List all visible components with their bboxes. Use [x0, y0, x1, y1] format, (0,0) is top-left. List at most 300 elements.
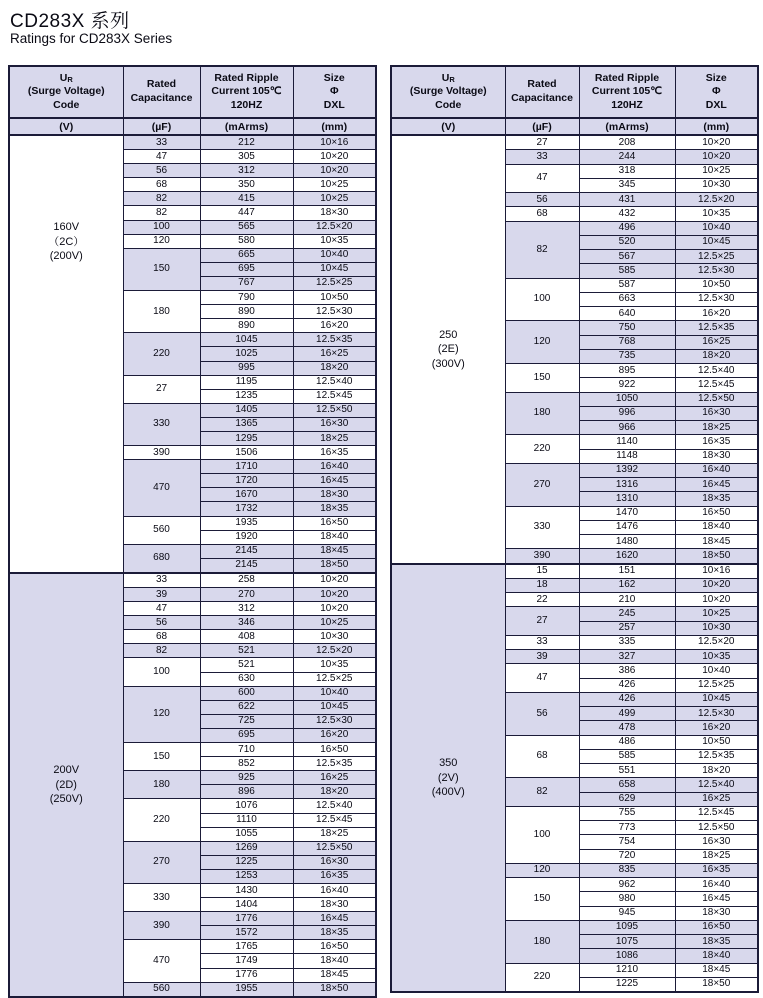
size-cell: 18×25	[293, 827, 376, 841]
ripple-current-cell: 318	[579, 164, 675, 178]
size-cell: 16×35	[675, 863, 758, 877]
voltage-code-cell: 350 (2V) (400V)	[391, 564, 505, 993]
ripple-current-cell: 790	[200, 291, 293, 305]
ripple-current-cell: 767	[200, 276, 293, 290]
ripple-current-cell: 962	[579, 878, 675, 892]
size-cell: 16×30	[675, 406, 758, 420]
ripple-current-cell: 245	[579, 607, 675, 621]
size-cell: 16×25	[293, 347, 376, 361]
capacitance-cell: 82	[123, 644, 200, 658]
size-cell: 12.5×45	[675, 806, 758, 820]
ripple-current-cell: 210	[579, 593, 675, 607]
ripple-current-cell: 695	[200, 728, 293, 742]
ripple-current-cell: 1506	[200, 446, 293, 460]
size-cell: 18×35	[675, 935, 758, 949]
header-rated-capacitance: Rated Capacitance	[505, 66, 579, 118]
ripple-current-cell: 1269	[200, 841, 293, 855]
capacitance-cell: 33	[123, 135, 200, 150]
ripple-current-cell: 1225	[579, 977, 675, 992]
unit-capacitance: (µF)	[505, 118, 579, 135]
unit-voltage: (V)	[9, 118, 123, 135]
size-cell: 16×50	[293, 516, 376, 530]
ripple-current-cell: 2145	[200, 544, 293, 558]
size-cell: 16×25	[293, 771, 376, 785]
ripple-current-cell: 720	[579, 849, 675, 863]
ripple-current-cell: 1075	[579, 935, 675, 949]
ripple-current-cell: 580	[200, 234, 293, 248]
ratings-table-right	[390, 65, 759, 993]
ripple-current-cell: 345	[579, 178, 675, 192]
capacitance-cell: 82	[123, 192, 200, 206]
ripple-current-cell: 750	[579, 321, 675, 335]
capacitance-cell: 33	[505, 635, 579, 649]
capacitance-cell: 180	[505, 392, 579, 435]
ripple-current-cell: 600	[200, 686, 293, 700]
capacitance-cell: 47	[505, 164, 579, 193]
size-cell: 16×20	[293, 728, 376, 742]
size-cell: 16×40	[293, 460, 376, 474]
size-cell: 12.5×50	[293, 841, 376, 855]
ripple-current-cell: 980	[579, 892, 675, 906]
size-cell: 18×20	[293, 785, 376, 799]
size-cell: 10×40	[675, 221, 758, 235]
size-cell: 16×20	[675, 307, 758, 321]
ripple-current-cell: 270	[200, 588, 293, 602]
size-cell: 12.5×40	[675, 364, 758, 378]
ripple-current-cell: 1076	[200, 799, 293, 813]
capacitance-cell: 680	[123, 544, 200, 573]
size-cell: 10×25	[293, 616, 376, 630]
ripple-current-cell: 665	[200, 248, 293, 262]
ripple-current-cell: 1148	[579, 449, 675, 463]
size-cell: 10×45	[675, 235, 758, 249]
capacitance-cell: 68	[505, 207, 579, 221]
ripple-current-cell: 478	[579, 721, 675, 735]
ripple-current-cell: 1710	[200, 460, 293, 474]
size-cell: 12.5×20	[293, 220, 376, 234]
capacitance-cell: 56	[123, 164, 200, 178]
capacitance-cell: 120	[505, 321, 579, 364]
ripple-current-cell: 710	[200, 743, 293, 757]
ripple-current-cell: 1055	[200, 827, 293, 841]
size-cell: 16×45	[293, 474, 376, 488]
ripple-current-cell: 1025	[200, 347, 293, 361]
capacitance-cell: 220	[123, 333, 200, 375]
capacitance-cell: 82	[505, 221, 579, 278]
capacitance-cell: 180	[505, 920, 579, 963]
ripple-current-cell: 629	[579, 792, 675, 806]
size-cell: 18×45	[293, 968, 376, 982]
capacitance-cell: 47	[505, 664, 579, 693]
ripple-current-cell: 773	[579, 821, 675, 835]
size-cell: 12.5×30	[675, 292, 758, 306]
size-cell: 16×30	[675, 835, 758, 849]
size-cell: 10×20	[293, 150, 376, 164]
capacitance-cell: 27	[123, 375, 200, 403]
size-cell: 12.5×35	[293, 333, 376, 347]
size-cell: 10×30	[675, 621, 758, 635]
ripple-current-cell: 890	[200, 319, 293, 333]
size-cell: 18×30	[293, 898, 376, 912]
size-cell: 12.5×40	[293, 375, 376, 389]
ripple-current-cell: 835	[579, 863, 675, 877]
size-cell: 10×30	[293, 630, 376, 644]
capacitance-cell: 120	[505, 863, 579, 877]
ripple-current-cell: 257	[579, 621, 675, 635]
capacitance-cell: 68	[123, 630, 200, 644]
size-cell: 18×50	[293, 982, 376, 997]
size-cell: 16×30	[293, 855, 376, 869]
capacitance-cell: 39	[123, 588, 200, 602]
capacitance-cell: 390	[505, 549, 579, 564]
size-cell: 16×45	[675, 478, 758, 492]
size-cell: 12.5×20	[293, 644, 376, 658]
size-cell: 10×35	[675, 650, 758, 664]
capacitance-cell: 68	[505, 735, 579, 778]
size-cell: 18×45	[675, 535, 758, 549]
table-body	[391, 135, 758, 992]
ripple-current-cell: 486	[579, 735, 675, 749]
size-cell: 16×35	[293, 869, 376, 883]
ripple-current-cell: 499	[579, 707, 675, 721]
capacitance-cell: 330	[123, 403, 200, 445]
ripple-current-cell: 622	[200, 700, 293, 714]
ripple-current-cell: 754	[579, 835, 675, 849]
size-cell: 10×50	[293, 291, 376, 305]
ripple-current-cell: 1935	[200, 516, 293, 530]
capacitance-cell: 56	[123, 616, 200, 630]
size-cell: 12.5×40	[675, 778, 758, 792]
ripple-current-cell: 966	[579, 421, 675, 435]
capacitance-cell: 82	[123, 206, 200, 220]
size-cell: 12.5×25	[675, 250, 758, 264]
ripple-current-cell: 1620	[579, 549, 675, 564]
ripple-current-cell: 1720	[200, 474, 293, 488]
size-cell: 12.5×25	[675, 678, 758, 692]
table-row	[391, 135, 758, 150]
capacitance-cell: 82	[505, 778, 579, 807]
size-cell: 16×35	[675, 435, 758, 449]
size-cell: 10×35	[293, 658, 376, 672]
capacitance-cell: 150	[123, 248, 200, 290]
size-cell: 18×50	[675, 977, 758, 992]
header-ripple-current: Rated Ripple Current 105℃ 120HZ	[579, 66, 675, 118]
size-cell: 12.5×50	[293, 403, 376, 417]
ripple-current-cell: 895	[579, 364, 675, 378]
ripple-current-cell: 305	[200, 150, 293, 164]
capacitance-cell: 220	[123, 799, 200, 841]
size-cell: 12.5×50	[675, 392, 758, 406]
size-cell: 12.5×35	[675, 749, 758, 763]
page-title: CD283X 系列	[10, 11, 130, 32]
capacitance-cell: 47	[123, 602, 200, 616]
size-cell: 16×45	[675, 892, 758, 906]
ripple-current-cell: 1765	[200, 940, 293, 954]
ripple-current-cell: 1476	[579, 520, 675, 534]
size-cell: 16×45	[293, 912, 376, 926]
ripple-current-cell: 945	[579, 906, 675, 920]
ripple-current-cell: 1392	[579, 463, 675, 477]
size-cell: 18×50	[675, 549, 758, 564]
header-voltage-code: UR (Surge Voltage) Code	[391, 66, 505, 118]
ripple-current-cell: 415	[200, 192, 293, 206]
capacitance-cell: 560	[123, 516, 200, 544]
ripple-current-cell: 151	[579, 564, 675, 579]
capacitance-cell: 150	[505, 878, 579, 921]
capacitance-cell: 56	[505, 692, 579, 735]
ripple-current-cell: 1086	[579, 949, 675, 963]
size-cell: 18×50	[293, 558, 376, 573]
ripple-current-cell: 1405	[200, 403, 293, 417]
size-cell: 10×50	[675, 735, 758, 749]
ripple-current-cell: 346	[200, 616, 293, 630]
ripple-current-cell: 755	[579, 806, 675, 820]
tables-container	[8, 65, 759, 998]
size-cell: 12.5×20	[675, 193, 758, 207]
size-cell: 10×25	[293, 192, 376, 206]
units-row	[9, 118, 376, 135]
size-cell: 10×40	[675, 664, 758, 678]
ripple-current-cell: 1235	[200, 389, 293, 403]
ripple-current-cell: 312	[200, 164, 293, 178]
ripple-current-cell: 426	[579, 678, 675, 692]
size-cell: 18×40	[293, 530, 376, 544]
ripple-current-cell: 585	[579, 749, 675, 763]
size-cell: 18×40	[675, 949, 758, 963]
ripple-current-cell: 890	[200, 305, 293, 319]
ripple-current-cell: 1225	[200, 855, 293, 869]
ripple-current-cell: 1045	[200, 333, 293, 347]
size-cell: 10×25	[675, 164, 758, 178]
size-cell: 16×20	[293, 319, 376, 333]
ripple-current-cell: 1404	[200, 898, 293, 912]
ripple-current-cell: 551	[579, 764, 675, 778]
ratings-table-left	[8, 65, 377, 998]
voltage-code-cell: 200V (2D) (250V)	[9, 573, 123, 997]
ripple-current-cell: 658	[579, 778, 675, 792]
size-cell: 18×20	[293, 361, 376, 375]
size-cell: 10×20	[293, 573, 376, 588]
capacitance-cell: 18	[505, 578, 579, 592]
capacitance-cell: 560	[123, 982, 200, 997]
size-cell: 16×35	[293, 446, 376, 460]
ripple-current-cell: 1470	[579, 506, 675, 520]
capacitance-cell: 100	[123, 658, 200, 686]
ripple-current-cell: 408	[200, 630, 293, 644]
size-cell: 12.5×45	[293, 389, 376, 403]
size-cell: 12.5×50	[675, 821, 758, 835]
size-cell: 12.5×40	[293, 799, 376, 813]
capacitance-cell: 27	[505, 607, 579, 636]
ripple-current-cell: 244	[579, 150, 675, 164]
capacitance-cell: 100	[505, 278, 579, 321]
size-cell: 16×50	[293, 940, 376, 954]
size-cell: 10×20	[293, 602, 376, 616]
size-cell: 12.5×30	[293, 714, 376, 728]
header-row	[9, 66, 376, 118]
size-cell: 18×20	[675, 349, 758, 363]
size-cell: 12.5×35	[293, 757, 376, 771]
size-cell: 18×45	[675, 963, 758, 977]
size-cell: 18×35	[293, 926, 376, 940]
size-cell: 18×30	[293, 206, 376, 220]
capacitance-cell: 68	[123, 178, 200, 192]
capacitance-cell: 150	[123, 743, 200, 771]
ripple-current-cell: 1295	[200, 431, 293, 445]
header-rated-capacitance: Rated Capacitance	[123, 66, 200, 118]
ripple-current-cell: 1140	[579, 435, 675, 449]
size-cell: 10×20	[675, 135, 758, 150]
size-cell: 12.5×30	[293, 305, 376, 319]
ripple-current-cell: 447	[200, 206, 293, 220]
size-cell: 10×16	[293, 135, 376, 150]
size-cell: 12.5×25	[293, 672, 376, 686]
size-cell: 12.5×30	[675, 707, 758, 721]
capacitance-cell: 220	[505, 963, 579, 992]
size-cell: 10×20	[675, 150, 758, 164]
capacitance-cell: 390	[123, 446, 200, 460]
ripple-current-cell: 695	[200, 262, 293, 276]
header-size: Size Φ DXL	[293, 66, 376, 118]
ripple-current-cell: 996	[579, 406, 675, 420]
capacitance-cell: 33	[123, 573, 200, 588]
ripple-current-cell: 350	[200, 178, 293, 192]
size-cell: 16×40	[293, 883, 376, 897]
header-size: Size Φ DXL	[675, 66, 758, 118]
ripple-current-cell: 1310	[579, 492, 675, 506]
unit-capacitance: (µF)	[123, 118, 200, 135]
size-cell: 18×45	[293, 544, 376, 558]
ripple-current-cell: 212	[200, 135, 293, 150]
capacitance-cell: 330	[505, 506, 579, 549]
table-row	[9, 573, 376, 588]
unit-size: (mm)	[293, 118, 376, 135]
ripple-current-cell: 521	[200, 658, 293, 672]
ripple-current-cell: 1316	[579, 478, 675, 492]
size-cell: 12.5×45	[293, 813, 376, 827]
size-cell: 10×45	[293, 262, 376, 276]
capacitance-cell: 120	[123, 686, 200, 742]
ripple-current-cell: 496	[579, 221, 675, 235]
size-cell: 16×50	[293, 743, 376, 757]
capacitance-cell: 22	[505, 593, 579, 607]
size-cell: 16×50	[675, 920, 758, 934]
ripple-current-cell: 1732	[200, 502, 293, 516]
size-cell: 10×50	[675, 278, 758, 292]
ripple-current-cell: 312	[200, 602, 293, 616]
ripple-current-cell: 258	[200, 573, 293, 588]
ripple-current-cell: 1430	[200, 883, 293, 897]
ripple-current-cell: 386	[579, 664, 675, 678]
table-header	[9, 66, 376, 135]
size-cell: 10×30	[675, 178, 758, 192]
size-cell: 10×35	[675, 207, 758, 221]
page-subtitle: Ratings for CD283X Series	[10, 31, 173, 46]
unit-voltage: (V)	[391, 118, 505, 135]
size-cell: 10×16	[675, 564, 758, 579]
voltage-code-cell: 250 (2E) (300V)	[391, 135, 505, 564]
size-cell: 18×30	[293, 488, 376, 502]
capacitance-cell: 270	[123, 841, 200, 883]
voltage-code-cell: 160V （2C） (200V)	[9, 135, 123, 573]
capacitance-cell: 470	[123, 940, 200, 982]
capacitance-cell: 100	[123, 220, 200, 234]
ripple-current-cell: 995	[200, 361, 293, 375]
capacitance-cell: 15	[505, 564, 579, 579]
ripple-current-cell: 1480	[579, 535, 675, 549]
capacitance-cell: 180	[123, 771, 200, 799]
size-cell: 10×20	[293, 588, 376, 602]
size-cell: 18×25	[675, 849, 758, 863]
size-cell: 10×20	[675, 578, 758, 592]
size-cell: 12.5×45	[675, 378, 758, 392]
ripple-current-cell: 1572	[200, 926, 293, 940]
ripple-current-cell: 565	[200, 220, 293, 234]
ripple-current-cell: 520	[579, 235, 675, 249]
size-cell: 16×50	[675, 506, 758, 520]
ripple-current-cell: 567	[579, 250, 675, 264]
capacitance-cell: 220	[505, 435, 579, 464]
capacitance-cell: 56	[505, 193, 579, 207]
units-row	[391, 118, 758, 135]
ripple-current-cell: 1110	[200, 813, 293, 827]
ripple-current-cell: 1749	[200, 954, 293, 968]
size-cell: 18×30	[675, 449, 758, 463]
capacitance-cell: 270	[505, 463, 579, 506]
size-cell: 12.5×30	[675, 264, 758, 278]
ripple-current-cell: 922	[579, 378, 675, 392]
size-cell: 12.5×35	[675, 321, 758, 335]
capacitance-cell: 120	[123, 234, 200, 248]
capacitance-cell: 39	[505, 650, 579, 664]
size-cell: 16×40	[675, 878, 758, 892]
ripple-current-cell: 2145	[200, 558, 293, 573]
ripple-current-cell: 1670	[200, 488, 293, 502]
size-cell: 10×25	[675, 607, 758, 621]
header-ripple-current: Rated Ripple Current 105℃ 120HZ	[200, 66, 293, 118]
ripple-current-cell: 1095	[579, 920, 675, 934]
ripple-current-cell: 896	[200, 785, 293, 799]
capacitance-cell: 150	[505, 364, 579, 393]
ripple-current-cell: 852	[200, 757, 293, 771]
size-cell: 10×45	[293, 700, 376, 714]
size-cell: 10×45	[675, 692, 758, 706]
capacitance-cell: 330	[123, 883, 200, 911]
ripple-current-cell: 1920	[200, 530, 293, 544]
ripple-current-cell: 426	[579, 692, 675, 706]
capacitance-cell: 100	[505, 806, 579, 863]
ripple-current-cell: 1365	[200, 417, 293, 431]
capacitance-cell: 27	[505, 135, 579, 150]
ripple-current-cell: 431	[579, 193, 675, 207]
ripple-current-cell: 1195	[200, 375, 293, 389]
ripple-current-cell: 1253	[200, 869, 293, 883]
size-cell: 16×25	[675, 335, 758, 349]
ripple-current-cell: 1050	[579, 392, 675, 406]
size-cell: 18×20	[675, 764, 758, 778]
capacitance-cell: 180	[123, 291, 200, 333]
unit-ripple: (mArms)	[200, 118, 293, 135]
size-cell: 18×35	[293, 502, 376, 516]
size-cell: 18×40	[293, 954, 376, 968]
ripple-current-cell: 1955	[200, 982, 293, 997]
size-cell: 16×40	[675, 463, 758, 477]
ripple-current-cell: 663	[579, 292, 675, 306]
table-row	[391, 564, 758, 579]
size-cell: 16×20	[675, 721, 758, 735]
ripple-current-cell: 1210	[579, 963, 675, 977]
size-cell: 10×25	[293, 178, 376, 192]
